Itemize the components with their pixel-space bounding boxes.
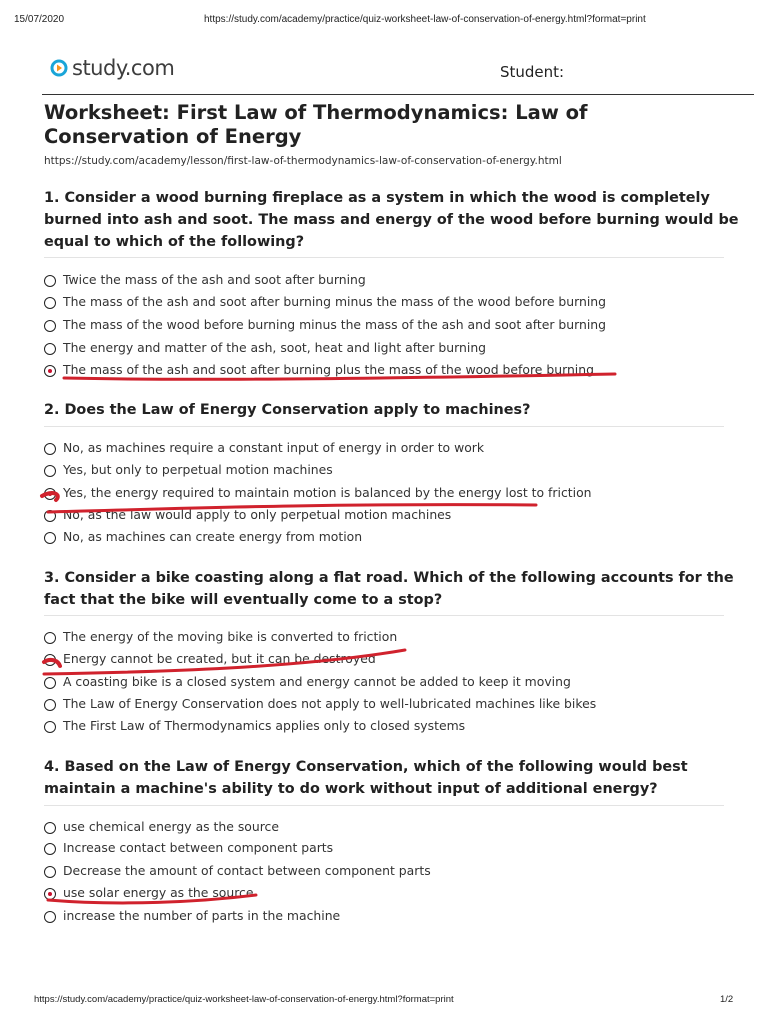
q4-option-b[interactable] xyxy=(44,837,333,857)
student-label: Student: xyxy=(500,63,565,81)
question-divider xyxy=(44,805,724,806)
lesson-link[interactable]: https://study.com/academy/lesson/first-law-of-thermodynamics-law-of-conservation-of-energy.html xyxy=(44,155,562,167)
option-label: The energy of the moving bike is converted to friction xyxy=(63,628,398,644)
logo-text: study.com xyxy=(72,56,175,80)
radio-button-selected[interactable] xyxy=(44,488,56,500)
q2-option-c[interactable] xyxy=(44,482,592,502)
q4-option-c[interactable] xyxy=(44,860,431,880)
q1-option-a[interactable] xyxy=(44,269,366,289)
option-label: Energy cannot be created, but it can be destroyed xyxy=(63,650,376,666)
q1-option-c[interactable] xyxy=(44,314,606,334)
radio-button[interactable] xyxy=(44,843,56,855)
option-label: The mass of the ash and soot after burning minus the mass of the wood before burning xyxy=(63,293,607,309)
radio-button[interactable] xyxy=(44,866,56,878)
study-logo-icon xyxy=(50,59,68,77)
question-3-text: 3. Consider a bike coasting along a flat road. Which of the following accounts for the fact that the bike will eventually come to a stop? xyxy=(44,570,734,608)
radio-button[interactable] xyxy=(44,911,56,923)
question-4-text: 4. Based on the Law of Energy Conservation, which of the following would best maintain a machine's ability to do work without input of additional energy? xyxy=(44,759,688,797)
radio-button[interactable] xyxy=(44,632,56,644)
q2-option-d[interactable] xyxy=(44,504,451,524)
option-label: Twice the mass of the ash and soot after burning xyxy=(63,271,366,287)
radio-button-selected[interactable] xyxy=(44,888,56,900)
option-label: The mass of the ash and soot after burning plus the mass of the wood before burning xyxy=(63,361,594,377)
radio-button[interactable] xyxy=(44,822,56,834)
study-logo[interactable] xyxy=(50,56,174,80)
question-divider xyxy=(44,257,724,258)
q2-option-b[interactable] xyxy=(44,459,333,479)
q3-option-c[interactable] xyxy=(44,671,571,691)
option-label: The First Law of Thermodynamics applies only to closed systems xyxy=(63,717,466,733)
q2-option-e[interactable] xyxy=(44,526,362,546)
page-number: 1/2 xyxy=(720,994,734,1005)
radio-button[interactable] xyxy=(44,443,56,455)
q3-option-a[interactable] xyxy=(44,626,397,646)
print-footer-url: https://study.com/academy/practice/quiz-worksheet-law-of-conservation-of-energy.html?format=print xyxy=(34,994,454,1005)
q4-option-a[interactable] xyxy=(44,816,279,836)
header-divider xyxy=(42,94,754,95)
question-2-text: 2. Does the Law of Energy Conservation apply to machines? xyxy=(44,402,531,418)
option-label: No, as machines can create energy from motion xyxy=(63,528,363,544)
question-divider xyxy=(44,615,724,616)
option-label: The mass of the wood before burning minus the mass of the ash and soot after burning xyxy=(63,316,607,332)
q1-option-d[interactable] xyxy=(44,337,486,357)
radio-button-selected[interactable] xyxy=(44,365,56,377)
radio-button[interactable] xyxy=(44,297,56,309)
option-label: use solar energy as the source xyxy=(63,884,254,900)
worksheet-title: Worksheet: First Law of Thermodynamics: Law of Conservation of Energy xyxy=(44,101,588,148)
option-label: A coasting bike is a closed system and energy cannot be added to keep it moving xyxy=(63,673,571,689)
q3-option-d[interactable] xyxy=(44,693,596,713)
question-1-text: 1. Consider a wood burning fireplace as a system in which the wood is completely burned into ash and soot. The mass and energy of the wood before burning would be equal to which of the following? xyxy=(44,190,739,250)
radio-button[interactable] xyxy=(44,510,56,522)
q3-option-e[interactable] xyxy=(44,715,465,735)
radio-button-selected[interactable] xyxy=(44,654,56,666)
radio-button[interactable] xyxy=(44,721,56,733)
option-label: The Law of Energy Conservation does not apply to well-lubricated machines like bikes xyxy=(63,695,597,711)
q2-option-a[interactable] xyxy=(44,437,484,457)
print-header-url: https://study.com/academy/practice/quiz-worksheet-law-of-conservation-of-energy.html?format=print xyxy=(204,14,646,25)
option-label: Increase contact between component parts xyxy=(63,839,334,855)
question-divider xyxy=(44,426,724,427)
radio-button[interactable] xyxy=(44,532,56,544)
option-label: No, as the law would apply to only perpetual motion machines xyxy=(63,506,452,522)
option-label: use chemical energy as the source xyxy=(63,818,279,834)
option-label: Yes, but only to perpetual motion machines xyxy=(63,461,333,477)
option-label: No, as machines require a constant input of energy in order to work xyxy=(63,439,485,455)
option-label: increase the number of parts in the machine xyxy=(63,907,341,923)
q1-option-e[interactable] xyxy=(44,359,594,379)
radio-button[interactable] xyxy=(44,465,56,477)
radio-button[interactable] xyxy=(44,677,56,689)
option-label: Yes, the energy required to maintain motion is balanced by the energy lost to friction xyxy=(63,484,592,500)
q4-option-d[interactable] xyxy=(44,882,254,902)
q1-option-b[interactable] xyxy=(44,291,606,311)
radio-button[interactable] xyxy=(44,320,56,332)
radio-button[interactable] xyxy=(44,275,56,287)
option-label: The energy and matter of the ash, soot, heat and light after burning xyxy=(63,339,487,355)
radio-button[interactable] xyxy=(44,699,56,711)
print-date: 15/07/2020 xyxy=(14,14,65,25)
radio-button[interactable] xyxy=(44,343,56,355)
q4-option-e[interactable] xyxy=(44,905,340,925)
q3-option-b[interactable] xyxy=(44,648,376,668)
option-label: Decrease the amount of contact between component parts xyxy=(63,862,431,878)
